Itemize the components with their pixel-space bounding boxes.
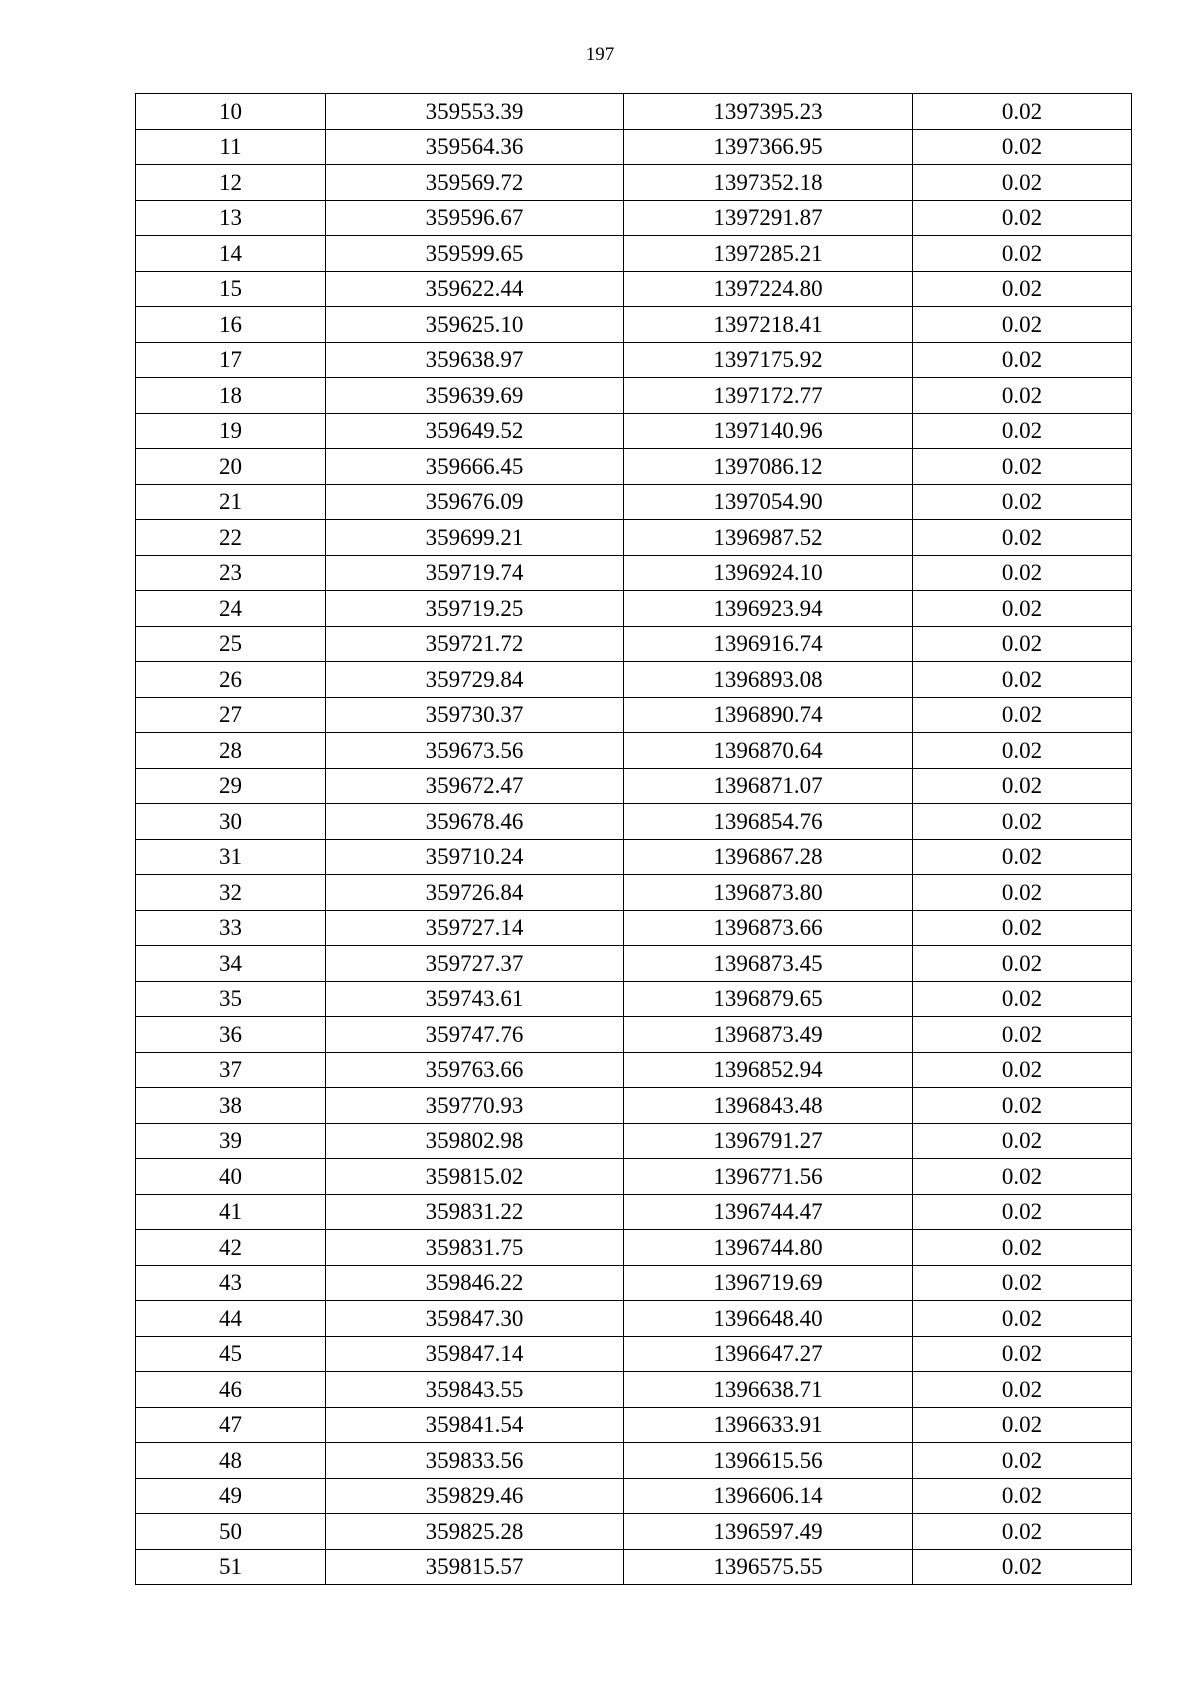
y-coordinate-cell: 1396867.28	[624, 839, 913, 875]
point-number-cell: 22	[136, 520, 326, 556]
y-coordinate-cell: 1397395.23	[624, 94, 913, 130]
table-row	[136, 378, 1132, 414]
value-cell: 0.02	[913, 1265, 1132, 1301]
x-coordinate-cell: 359710.24	[326, 839, 624, 875]
x-coordinate-cell: 359747.76	[326, 1017, 624, 1053]
x-coordinate-cell: 359770.93	[326, 1088, 624, 1124]
value-cell: 0.02	[913, 449, 1132, 485]
point-number-cell: 51	[136, 1549, 326, 1585]
x-coordinate-cell: 359815.57	[326, 1549, 624, 1585]
x-coordinate-cell: 359843.55	[326, 1372, 624, 1408]
y-coordinate-cell: 1396916.74	[624, 626, 913, 662]
point-number-cell: 10	[136, 94, 326, 130]
value-cell: 0.02	[913, 1336, 1132, 1372]
value-cell: 0.02	[913, 200, 1132, 236]
x-coordinate-cell: 359676.09	[326, 484, 624, 520]
table-row	[136, 129, 1132, 165]
table-row	[136, 449, 1132, 485]
y-coordinate-cell: 1396843.48	[624, 1088, 913, 1124]
table-row	[136, 413, 1132, 449]
y-coordinate-cell: 1396873.49	[624, 1017, 913, 1053]
x-coordinate-cell: 359730.37	[326, 697, 624, 733]
value-cell: 0.02	[913, 768, 1132, 804]
y-coordinate-cell: 1396791.27	[624, 1123, 913, 1159]
x-coordinate-cell: 359763.66	[326, 1052, 624, 1088]
point-number-cell: 41	[136, 1194, 326, 1230]
value-cell: 0.02	[913, 413, 1132, 449]
point-number-cell: 20	[136, 449, 326, 485]
point-number-cell: 37	[136, 1052, 326, 1088]
point-number-cell: 39	[136, 1123, 326, 1159]
y-coordinate-cell: 1397172.77	[624, 378, 913, 414]
x-coordinate-cell: 359831.75	[326, 1230, 624, 1266]
x-coordinate-cell: 359847.30	[326, 1301, 624, 1337]
value-cell: 0.02	[913, 626, 1132, 662]
y-coordinate-cell: 1396873.80	[624, 875, 913, 911]
point-number-cell: 40	[136, 1159, 326, 1195]
x-coordinate-cell: 359625.10	[326, 307, 624, 343]
y-coordinate-cell: 1396647.27	[624, 1336, 913, 1372]
table-row	[136, 626, 1132, 662]
x-coordinate-cell: 359726.84	[326, 875, 624, 911]
value-cell: 0.02	[913, 1301, 1132, 1337]
table-row	[136, 1407, 1132, 1443]
x-coordinate-cell: 359841.54	[326, 1407, 624, 1443]
point-number-cell: 27	[136, 697, 326, 733]
table-row	[136, 839, 1132, 875]
y-coordinate-cell: 1397218.41	[624, 307, 913, 343]
point-number-cell: 36	[136, 1017, 326, 1053]
y-coordinate-cell: 1396597.49	[624, 1514, 913, 1550]
value-cell: 0.02	[913, 1230, 1132, 1266]
point-number-cell: 43	[136, 1265, 326, 1301]
page-number: 197	[585, 44, 615, 65]
x-coordinate-cell: 359829.46	[326, 1478, 624, 1514]
y-coordinate-cell: 1396893.08	[624, 662, 913, 698]
table-row	[136, 981, 1132, 1017]
value-cell: 0.02	[913, 1088, 1132, 1124]
y-coordinate-cell: 1396873.45	[624, 946, 913, 982]
y-coordinate-cell: 1396871.07	[624, 768, 913, 804]
y-coordinate-cell: 1397352.18	[624, 165, 913, 201]
y-coordinate-cell: 1396638.71	[624, 1372, 913, 1408]
table-row	[136, 1159, 1132, 1195]
table-row	[136, 1514, 1132, 1550]
value-cell: 0.02	[913, 804, 1132, 840]
y-coordinate-cell: 1396648.40	[624, 1301, 913, 1337]
y-coordinate-cell: 1396924.10	[624, 555, 913, 591]
y-coordinate-cell: 1396879.65	[624, 981, 913, 1017]
value-cell: 0.02	[913, 307, 1132, 343]
y-coordinate-cell: 1396852.94	[624, 1052, 913, 1088]
value-cell: 0.02	[913, 981, 1132, 1017]
point-number-cell: 50	[136, 1514, 326, 1550]
value-cell: 0.02	[913, 1123, 1132, 1159]
y-coordinate-cell: 1396890.74	[624, 697, 913, 733]
table-row	[136, 910, 1132, 946]
y-coordinate-cell: 1397054.90	[624, 484, 913, 520]
y-coordinate-cell: 1396744.80	[624, 1230, 913, 1266]
point-number-cell: 47	[136, 1407, 326, 1443]
point-number-cell: 48	[136, 1443, 326, 1479]
x-coordinate-cell: 359719.25	[326, 591, 624, 627]
value-cell: 0.02	[913, 1194, 1132, 1230]
table-row	[136, 1301, 1132, 1337]
x-coordinate-cell: 359833.56	[326, 1443, 624, 1479]
value-cell: 0.02	[913, 165, 1132, 201]
y-coordinate-cell: 1397291.87	[624, 200, 913, 236]
table-row	[136, 520, 1132, 556]
point-number-cell: 32	[136, 875, 326, 911]
value-cell: 0.02	[913, 236, 1132, 272]
value-cell: 0.02	[913, 946, 1132, 982]
y-coordinate-cell: 1397175.92	[624, 342, 913, 378]
value-cell: 0.02	[913, 839, 1132, 875]
value-cell: 0.02	[913, 591, 1132, 627]
point-number-cell: 11	[136, 129, 326, 165]
table-row	[136, 768, 1132, 804]
table-row	[136, 555, 1132, 591]
y-coordinate-cell: 1397224.80	[624, 271, 913, 307]
x-coordinate-cell: 359721.72	[326, 626, 624, 662]
table-row	[136, 1336, 1132, 1372]
point-number-cell: 23	[136, 555, 326, 591]
point-number-cell: 24	[136, 591, 326, 627]
point-number-cell: 33	[136, 910, 326, 946]
x-coordinate-cell: 359729.84	[326, 662, 624, 698]
point-number-cell: 16	[136, 307, 326, 343]
value-cell: 0.02	[913, 875, 1132, 911]
x-coordinate-cell: 359596.67	[326, 200, 624, 236]
y-coordinate-cell: 1396575.55	[624, 1549, 913, 1585]
y-coordinate-cell: 1396615.56	[624, 1443, 913, 1479]
x-coordinate-cell: 359727.14	[326, 910, 624, 946]
point-number-cell: 28	[136, 733, 326, 769]
value-cell: 0.02	[913, 94, 1132, 130]
x-coordinate-cell: 359639.69	[326, 378, 624, 414]
x-coordinate-cell: 359678.46	[326, 804, 624, 840]
value-cell: 0.02	[913, 1478, 1132, 1514]
y-coordinate-cell: 1397285.21	[624, 236, 913, 272]
point-number-cell: 14	[136, 236, 326, 272]
point-number-cell: 49	[136, 1478, 326, 1514]
point-number-cell: 31	[136, 839, 326, 875]
value-cell: 0.02	[913, 484, 1132, 520]
table-body	[136, 94, 1132, 1585]
table-row	[136, 1443, 1132, 1479]
x-coordinate-cell: 359638.97	[326, 342, 624, 378]
value-cell: 0.02	[913, 271, 1132, 307]
table-row	[136, 1478, 1132, 1514]
table-row	[136, 484, 1132, 520]
y-coordinate-cell: 1396923.94	[624, 591, 913, 627]
y-coordinate-cell: 1396854.76	[624, 804, 913, 840]
point-number-cell: 45	[136, 1336, 326, 1372]
point-number-cell: 26	[136, 662, 326, 698]
table-row	[136, 94, 1132, 130]
table-row	[136, 591, 1132, 627]
table-row	[136, 165, 1132, 201]
value-cell: 0.02	[913, 1549, 1132, 1585]
value-cell: 0.02	[913, 378, 1132, 414]
x-coordinate-cell: 359599.65	[326, 236, 624, 272]
table-row	[136, 946, 1132, 982]
table-row	[136, 1194, 1132, 1230]
y-coordinate-cell: 1397086.12	[624, 449, 913, 485]
value-cell: 0.02	[913, 342, 1132, 378]
point-number-cell: 13	[136, 200, 326, 236]
value-cell: 0.02	[913, 1159, 1132, 1195]
x-coordinate-cell: 359569.72	[326, 165, 624, 201]
value-cell: 0.02	[913, 697, 1132, 733]
y-coordinate-cell: 1397366.95	[624, 129, 913, 165]
table-row	[136, 1265, 1132, 1301]
x-coordinate-cell: 359666.45	[326, 449, 624, 485]
x-coordinate-cell: 359815.02	[326, 1159, 624, 1195]
x-coordinate-cell: 359564.36	[326, 129, 624, 165]
y-coordinate-cell: 1397140.96	[624, 413, 913, 449]
y-coordinate-cell: 1396873.66	[624, 910, 913, 946]
value-cell: 0.02	[913, 910, 1132, 946]
y-coordinate-cell: 1396633.91	[624, 1407, 913, 1443]
value-cell: 0.02	[913, 1052, 1132, 1088]
y-coordinate-cell: 1396771.56	[624, 1159, 913, 1195]
x-coordinate-cell: 359672.47	[326, 768, 624, 804]
value-cell: 0.02	[913, 1514, 1132, 1550]
value-cell: 0.02	[913, 1372, 1132, 1408]
point-number-cell: 15	[136, 271, 326, 307]
point-number-cell: 25	[136, 626, 326, 662]
x-coordinate-cell: 359846.22	[326, 1265, 624, 1301]
point-number-cell: 44	[136, 1301, 326, 1337]
x-coordinate-cell: 359673.56	[326, 733, 624, 769]
value-cell: 0.02	[913, 1407, 1132, 1443]
value-cell: 0.02	[913, 1443, 1132, 1479]
table-row	[136, 875, 1132, 911]
table-row	[136, 1549, 1132, 1585]
table-row	[136, 662, 1132, 698]
value-cell: 0.02	[913, 555, 1132, 591]
x-coordinate-cell: 359825.28	[326, 1514, 624, 1550]
point-number-cell: 34	[136, 946, 326, 982]
point-number-cell: 29	[136, 768, 326, 804]
table-row	[136, 342, 1132, 378]
table-row	[136, 733, 1132, 769]
table-row	[136, 1017, 1132, 1053]
table-row	[136, 307, 1132, 343]
table-row	[136, 236, 1132, 272]
table-row	[136, 1052, 1132, 1088]
x-coordinate-cell: 359553.39	[326, 94, 624, 130]
point-number-cell: 30	[136, 804, 326, 840]
point-number-cell: 21	[136, 484, 326, 520]
y-coordinate-cell: 1396606.14	[624, 1478, 913, 1514]
x-coordinate-cell: 359743.61	[326, 981, 624, 1017]
point-number-cell: 17	[136, 342, 326, 378]
x-coordinate-cell: 359719.74	[326, 555, 624, 591]
x-coordinate-cell: 359649.52	[326, 413, 624, 449]
x-coordinate-cell: 359699.21	[326, 520, 624, 556]
table-row	[136, 804, 1132, 840]
value-cell: 0.02	[913, 520, 1132, 556]
point-number-cell: 38	[136, 1088, 326, 1124]
x-coordinate-cell: 359802.98	[326, 1123, 624, 1159]
table-row	[136, 1372, 1132, 1408]
point-number-cell: 18	[136, 378, 326, 414]
y-coordinate-cell: 1396744.47	[624, 1194, 913, 1230]
table-row	[136, 271, 1132, 307]
coordinates-table	[135, 93, 1132, 1585]
table-row	[136, 200, 1132, 236]
x-coordinate-cell: 359622.44	[326, 271, 624, 307]
table-row	[136, 1123, 1132, 1159]
point-number-cell: 12	[136, 165, 326, 201]
value-cell: 0.02	[913, 129, 1132, 165]
y-coordinate-cell: 1396719.69	[624, 1265, 913, 1301]
value-cell: 0.02	[913, 1017, 1132, 1053]
value-cell: 0.02	[913, 662, 1132, 698]
table-row	[136, 1088, 1132, 1124]
point-number-cell: 35	[136, 981, 326, 1017]
x-coordinate-cell: 359727.37	[326, 946, 624, 982]
table-row	[136, 1230, 1132, 1266]
y-coordinate-cell: 1396870.64	[624, 733, 913, 769]
value-cell: 0.02	[913, 733, 1132, 769]
x-coordinate-cell: 359847.14	[326, 1336, 624, 1372]
table-row	[136, 697, 1132, 733]
x-coordinate-cell: 359831.22	[326, 1194, 624, 1230]
point-number-cell: 19	[136, 413, 326, 449]
y-coordinate-cell: 1396987.52	[624, 520, 913, 556]
point-number-cell: 42	[136, 1230, 326, 1266]
point-number-cell: 46	[136, 1372, 326, 1408]
